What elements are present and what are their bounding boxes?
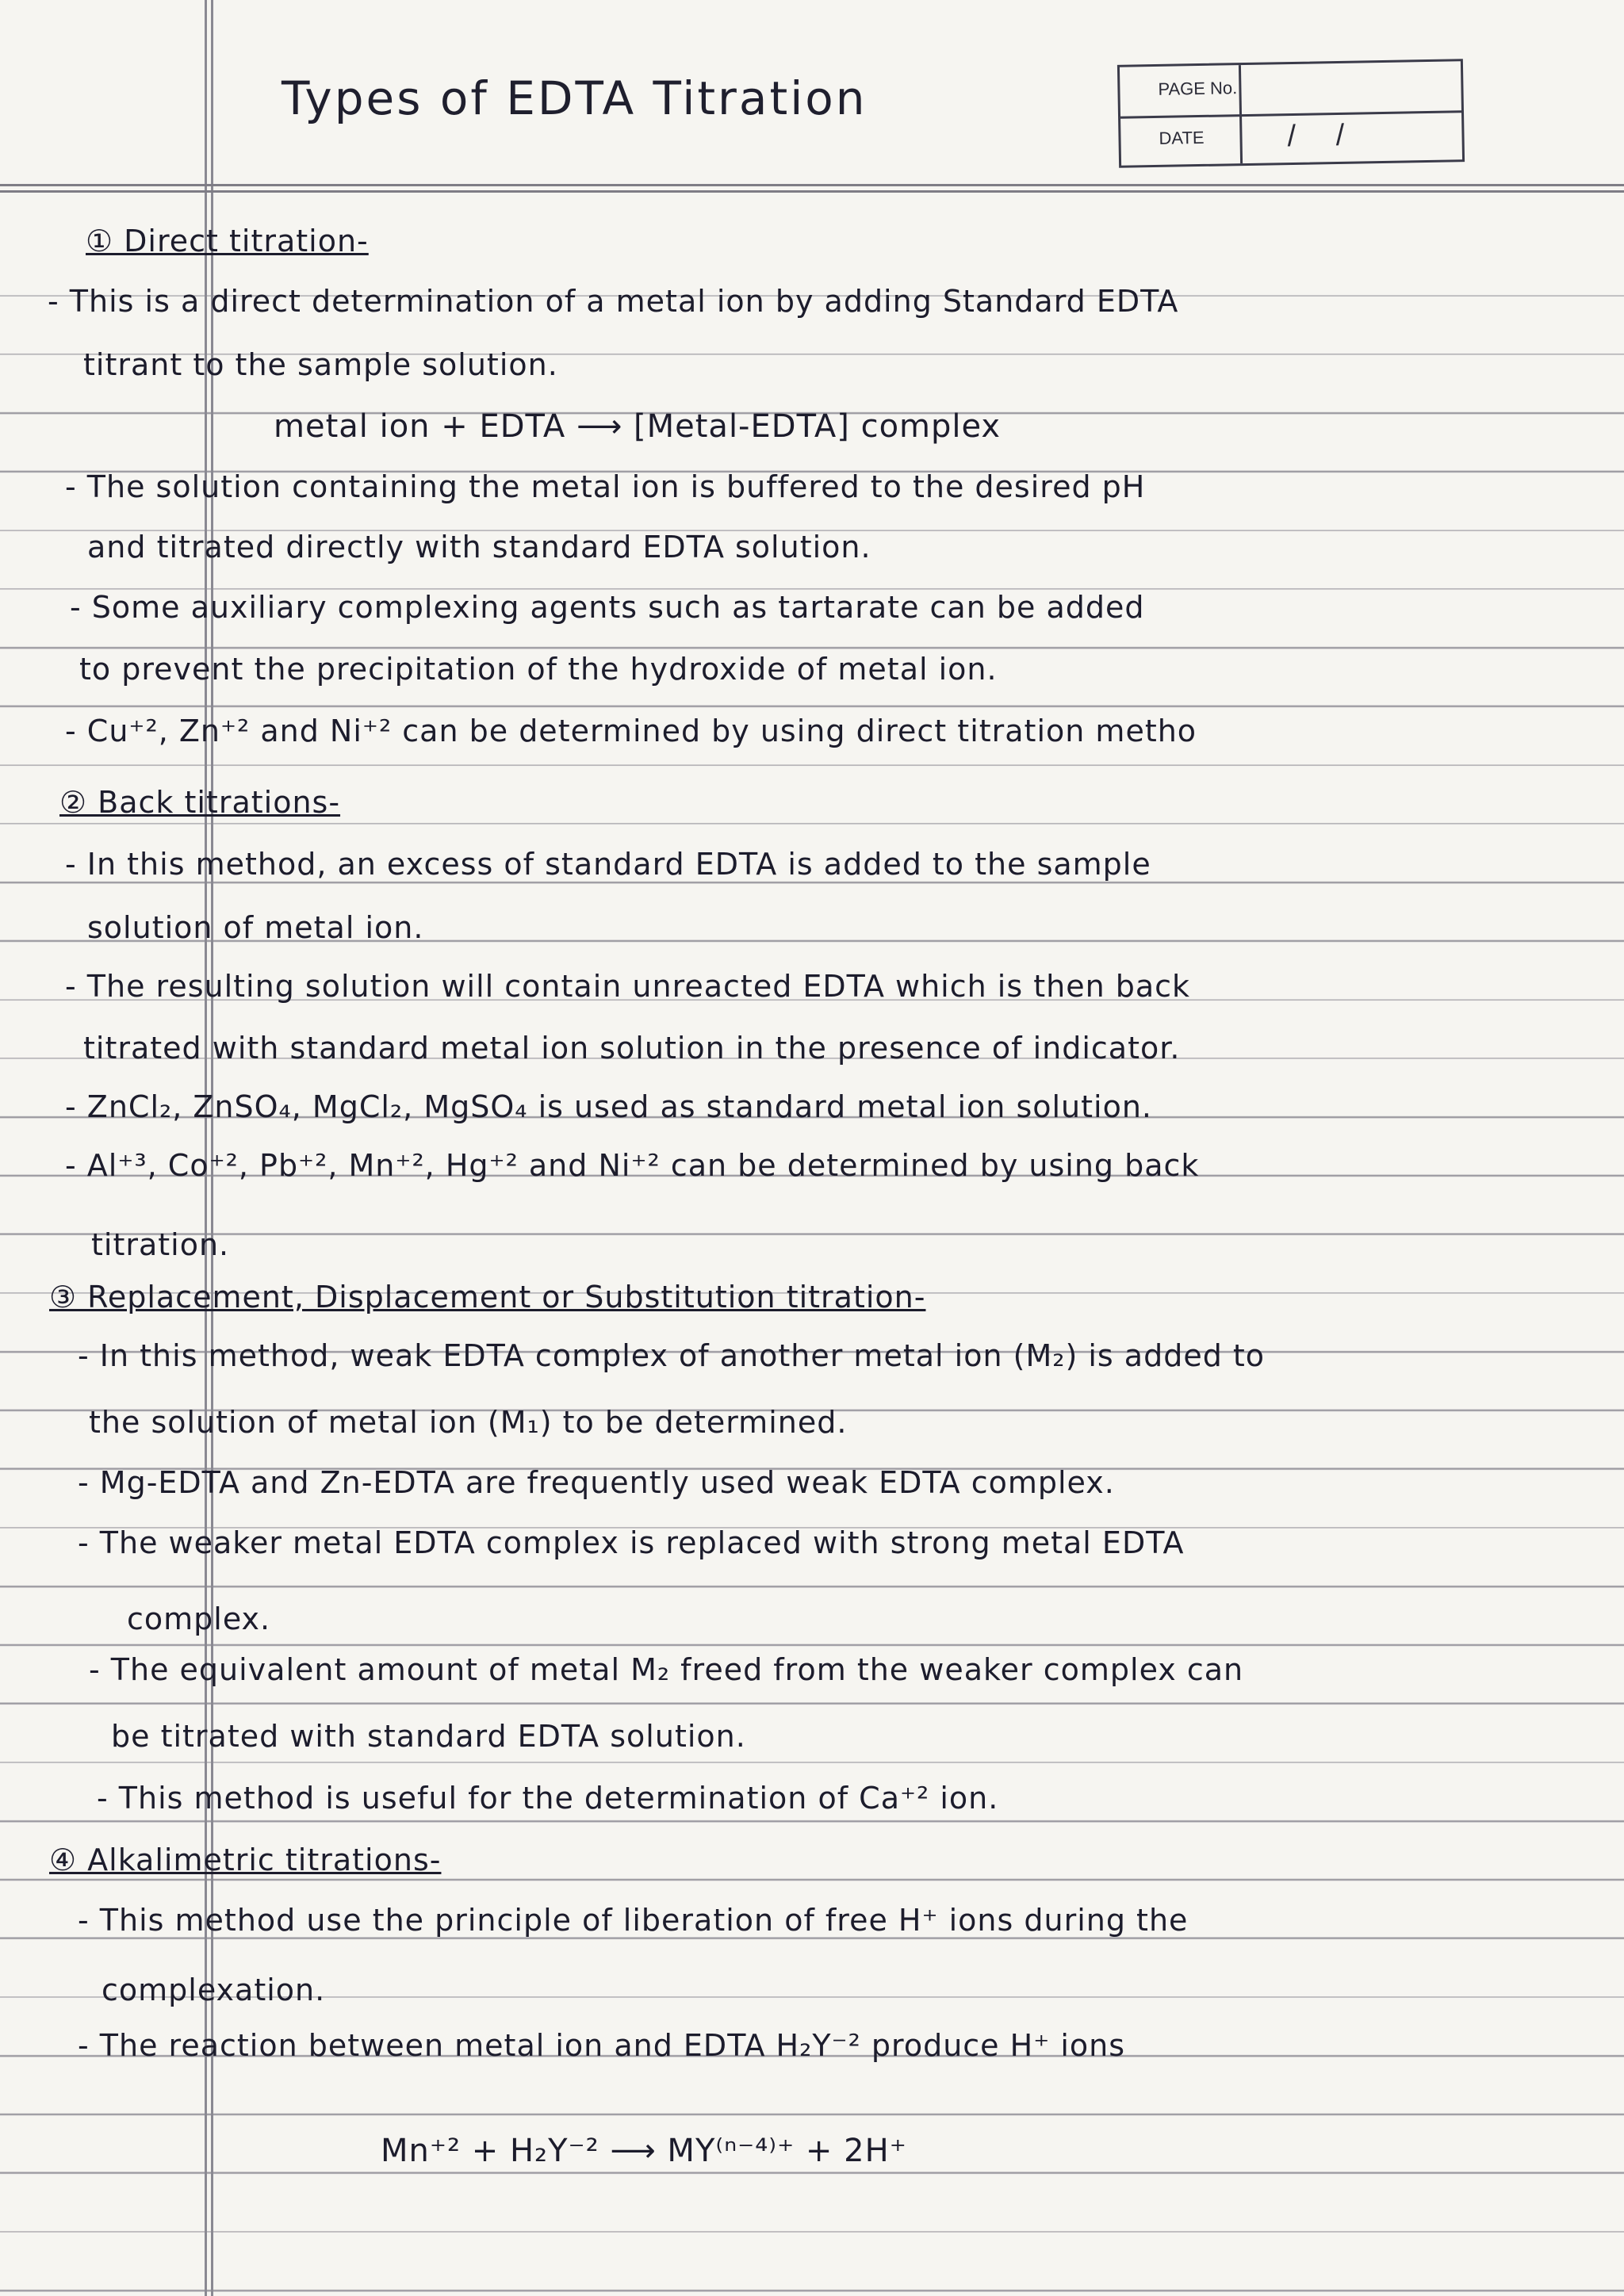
note-line: complex. (127, 1601, 271, 1636)
note-line: - The resulting solution will contain unreacted EDTA which is then back (65, 969, 1191, 1004)
note-line: - ZnCl₂, ZnSO₄, MgCl₂, MgSO₄ is used as standard metal ion solution. (65, 1089, 1153, 1124)
date-label: DATE (1159, 127, 1205, 148)
note-line: complexation. (102, 1973, 326, 2007)
note-line: - Mg-EDTA and Zn-EDTA are frequently used weak EDTA complex. (78, 1465, 1115, 1500)
note-line: - The reaction between metal ion and EDTA H₂Y⁻² produce H⁺ ions (78, 2028, 1126, 2063)
note-line: - This is a direct determination of a metal ion by adding Standard EDTA (48, 284, 1179, 319)
note-line: - This method use the principle of liberation of free H⁺ ions during the (78, 1903, 1189, 1938)
note-line: be titrated with standard EDTA solution. (111, 1719, 746, 1754)
note-line: titrant to the sample solution. (83, 347, 558, 382)
note-line: - Al⁺³, Co⁺², Pb⁺², Mn⁺², Hg⁺² and Ni⁺² can be determined by using back (65, 1148, 1200, 1183)
page-title: Types of EDTA Titration (282, 71, 868, 125)
equation-line: metal ion + EDTA ⟶ [Metal-EDTA] complex (274, 408, 1002, 445)
section-heading: ③ Replacement, Displacement or Substitution titration- (49, 1280, 926, 1314)
page-number-label: PAGE No. (1158, 78, 1238, 99)
note-line: - Cu⁺², Zn⁺² and Ni⁺² can be determined by using direct titration metho (65, 714, 1197, 748)
note-line: - In this method, weak EDTA complex of another metal ion (M₂) is added to (78, 1338, 1266, 1373)
note-line: and titrated directly with standard EDTA solution. (87, 530, 871, 564)
date-value: / / (1287, 118, 1361, 154)
section-heading: ④ Alkalimetric titrations- (49, 1843, 442, 1877)
note-line: - Some auxiliary complexing agents such as tartarate can be added (70, 590, 1145, 625)
section-heading: ① Direct titration- (86, 224, 369, 258)
note-line: the solution of metal ion (M₁) to be determined. (89, 1405, 848, 1440)
note-line: - The equivalent amount of metal M₂ freed from the weaker complex can (89, 1652, 1244, 1687)
note-line: - This method is useful for the determination of Ca⁺² ion. (97, 1781, 999, 1816)
note-line: - The solution containing the metal ion is buffered to the desired pH (65, 469, 1146, 504)
note-line: - The weaker metal EDTA complex is replaced with strong metal EDTA (78, 1525, 1185, 1560)
note-line: titrated with standard metal ion solution in the presence of indicator. (83, 1031, 1181, 1066)
note-line: to prevent the precipitation of the hydroxide of metal ion. (79, 652, 998, 687)
note-line: solution of metal ion. (87, 910, 424, 945)
note-line: - In this method, an excess of standard EDTA is added to the sample (65, 847, 1151, 882)
section-heading: ② Back titrations- (59, 785, 341, 820)
equation-line: Mn⁺² + H₂Y⁻² ⟶ MY⁽ⁿ⁻⁴⁾⁺ + 2H⁺ (381, 2133, 907, 2169)
note-line: titration. (91, 1227, 230, 1262)
